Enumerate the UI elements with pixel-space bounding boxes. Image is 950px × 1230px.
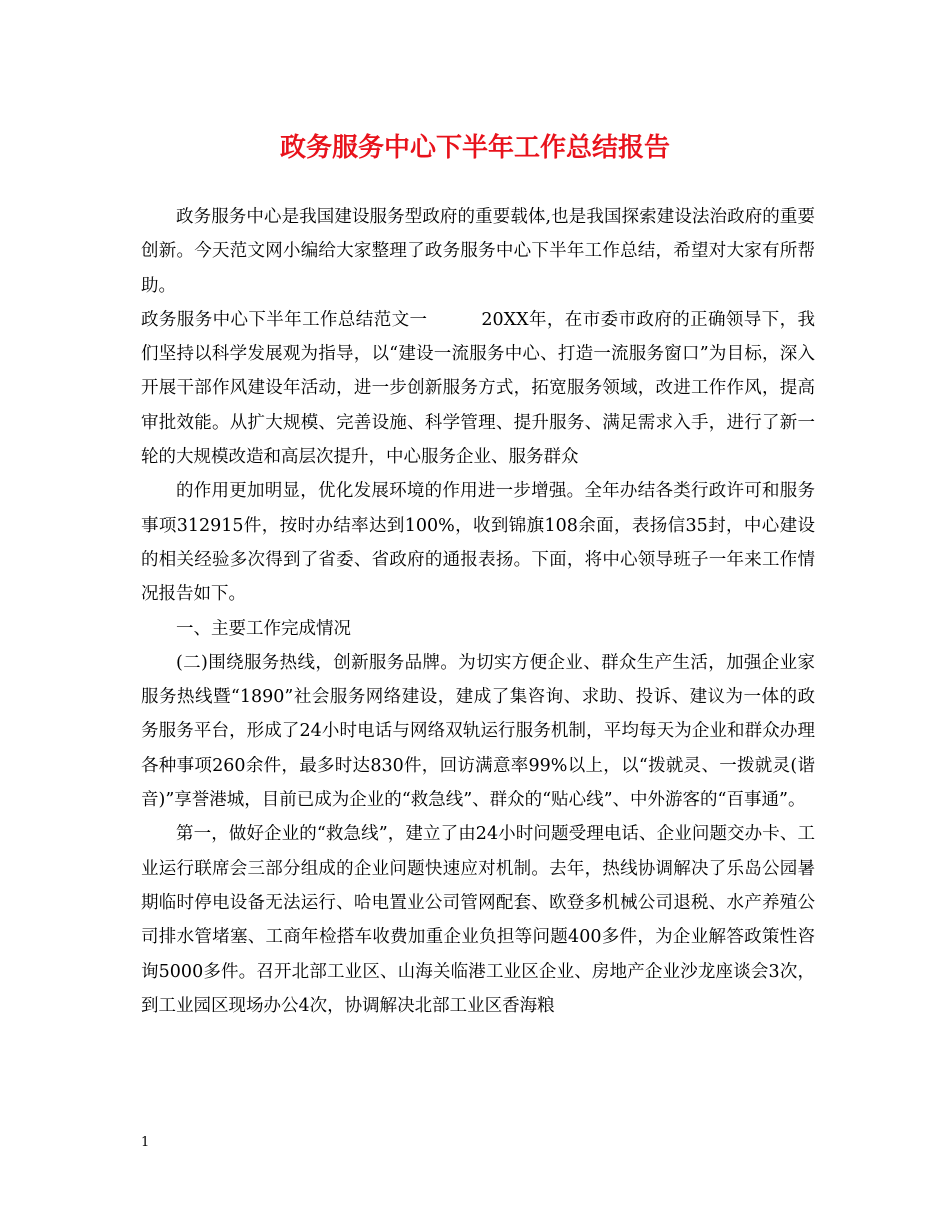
paragraph-first: 第一，做好企业的“救急线”，建立了由24小时问题受理电话、企业问题交办卡、工业运行联席会三部分组成的企业问题快速应对机制。去年，热线协调解决了乐岛公园暑期临时停电设备无法运行、哈电置业公司管网配套、欧登多机械公司退税、水产养殖公司排水管堵塞、工商年检搭车收费加重企业负担等问题400多件，为企业解答政策性咨询5000多件。召开北部工业区、山海关临港工业区企业、房地产企业沙龙座谈会3次，到工业园区现场办公4次，协调解决北部工业区香海粮 (141, 824, 815, 1016)
paragraph-sample-one-text: 20XX年，在市委市政府的正确领导下，我们坚持以科学发展观为指导，以“建设一流服务中心、打造一流服务窗口”为目标，深入开展干部作风建设年活动，进一步创新服务方式，拓宽服务领域，改进工作作风，提高审批效能。从扩大规模、完善设施、科学管理、提升服务、满足需求入手，进行了新一轮的大规模改造和高层次提升，中心服务企业、服务群众 (141, 309, 815, 468)
paragraph-sample-one (141, 303, 815, 474)
document-body (141, 200, 815, 1023)
section-label: 政务服务中心下半年工作总结范文一 (141, 309, 428, 330)
page-number: 1 (141, 1135, 150, 1150)
document-title: 政务服务中心下半年工作总结报告 (279, 133, 670, 163)
paragraph-results: 的作用更加明显，优化发展环境的作用进一步增强。全年办结各类行政许可和服务事项312915件，按时办结率达到100%，收到锦旗108余面，表扬信35封，中心建设的相关经验多次得到了省委、省政府的通报表扬。下面，将中心领导班子一年来工作情况报告如下。 (141, 481, 815, 605)
heading-main-work: 一、主要工作完成情况 (176, 618, 351, 639)
paragraph-intro: 政务服务中心是我国建设服务型政府的重要载体,也是我国探索建设法治政府的重要创新。今天范文网小编给大家整理了政务服务中心下半年工作总结，希望对大家有所帮助。 (141, 207, 815, 296)
paragraph-hotline: (二)围绕服务热线，创新服务品牌。为切实方便企业、群众生产生活，加强企业家服务热线暨“1890”社会服务网络建设，建成了集咨询、求助、投诉、建议为一体的政务服务平台，形成了24小时电话与网络双轨运行服务机制，平均每天为企业和群众办理各种事项260余件，最多时达830件，回访满意率99%以上，以“拨就灵、一拨就灵(谐音)”享誉港城，目前已成为企业的“救急线”、群众的“贴心线”、中外游客的“百事通”。 (141, 652, 815, 811)
